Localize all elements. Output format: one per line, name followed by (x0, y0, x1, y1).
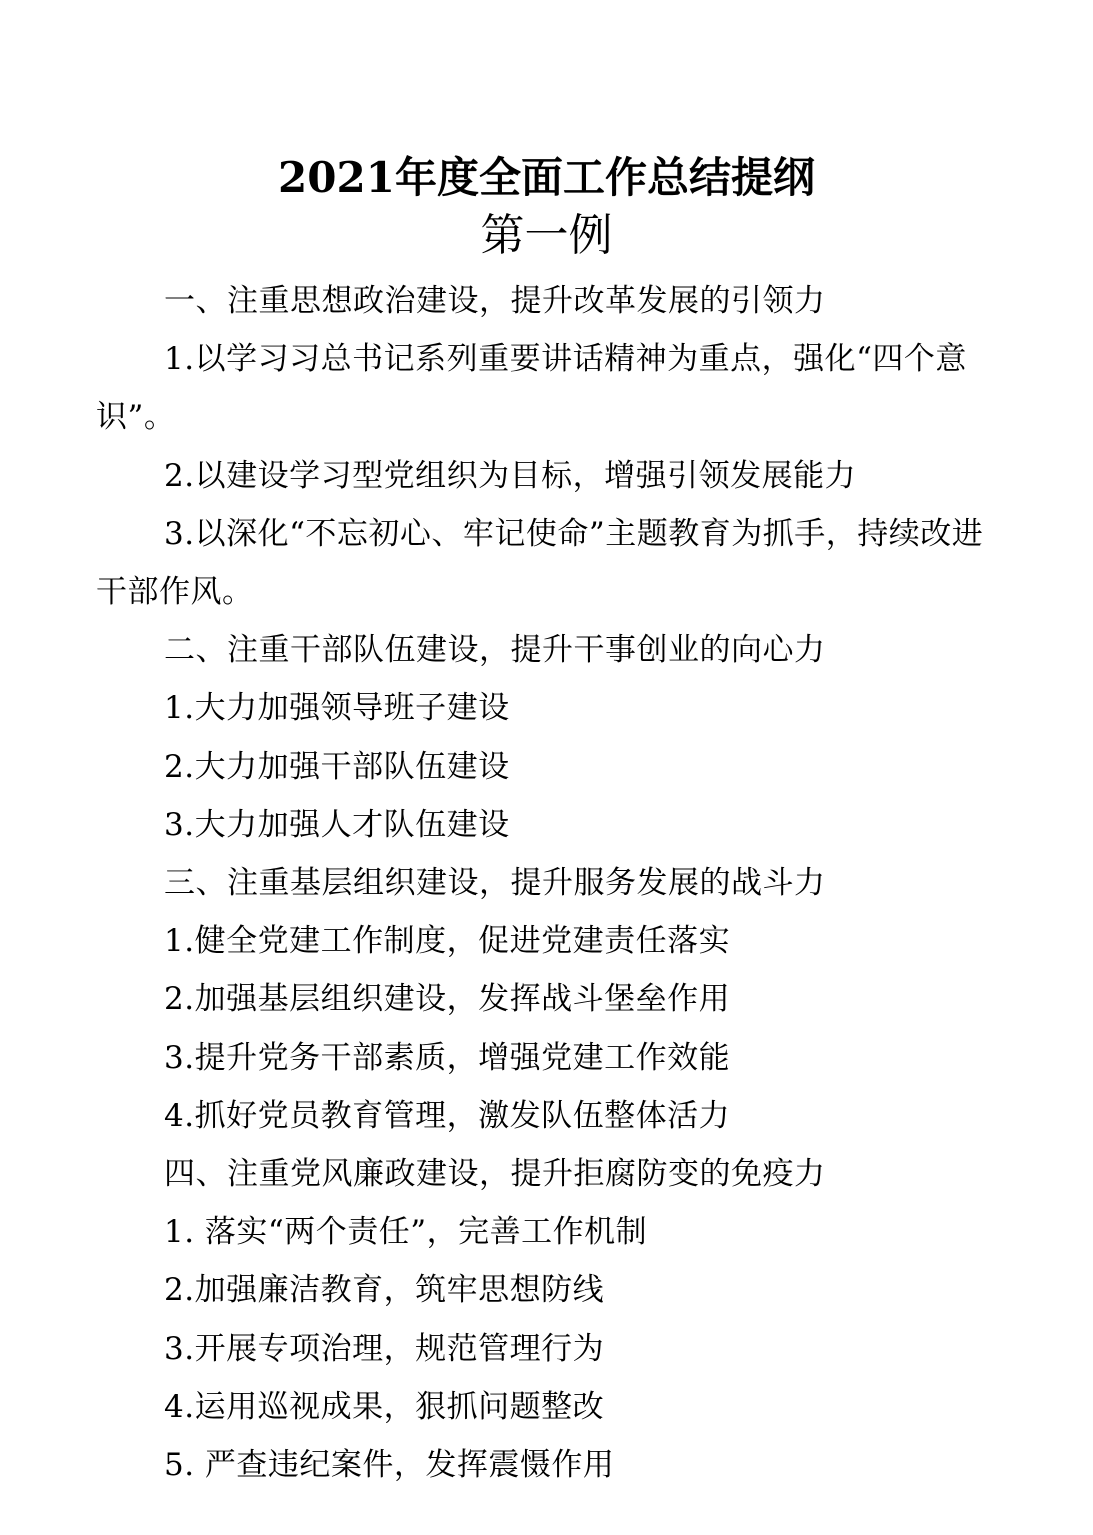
list-item: 4.抓好党员教育管理，激发队伍整体活力 (164, 1097, 731, 1134)
section-heading-2: 二、注重干部队伍建设，提升干事创业的向心力 (164, 632, 826, 669)
list-item: 4.运用巡视成果，狠抓问题整改 (164, 1388, 605, 1425)
section-heading-1: 一、注重思想政治建设，提升改革发展的引领力 (164, 283, 826, 319)
list-item: 5. 严查违纪案件，发挥震慑作用 (164, 1447, 615, 1484)
list-item: 2.以建设学习型党组织为目标，增强引领发展能力 (164, 457, 857, 494)
list-item: 1.以学习习总书记系列重要讲话精神为重点，强化“四个意识”。 (96, 341, 967, 436)
list-item: 1.大力加强领导班子建设 (164, 690, 510, 727)
list-item: 3.大力加强人才队伍建设 (164, 806, 510, 843)
list-item: 1.健全党建工作制度，促进党建责任落实 (164, 923, 731, 960)
list-item: 2.加强廉洁教育，筑牢思想防线 (164, 1272, 605, 1309)
list-item: 3.以深化“不忘初心、牢记使命”主题教育为抓手，持续改进干部作风。 (96, 515, 984, 611)
list-item: 2.大力加强干部队伍建设 (164, 748, 510, 785)
section-heading-3: 三、注重基层组织建设，提升服务发展的战斗力 (164, 865, 826, 902)
document-body (96, 272, 1006, 1494)
list-item: 3.提升党务干部素质，增强党建工作效能 (164, 1039, 731, 1076)
document-title: 2021年度全面工作总结提纲 (278, 153, 815, 202)
document-subtitle: 第一例 (480, 210, 613, 261)
section-heading-4: 四、注重党风廉政建设，提升拒腐防变的免疫力 (164, 1156, 826, 1193)
list-item: 1. 落实“两个责任”，完善工作机制 (164, 1214, 648, 1251)
list-item: 2.加强基层组织建设，发挥战斗堡垒作用 (164, 981, 731, 1018)
list-item: 3.开展专项治理，规范管理行为 (164, 1330, 605, 1367)
